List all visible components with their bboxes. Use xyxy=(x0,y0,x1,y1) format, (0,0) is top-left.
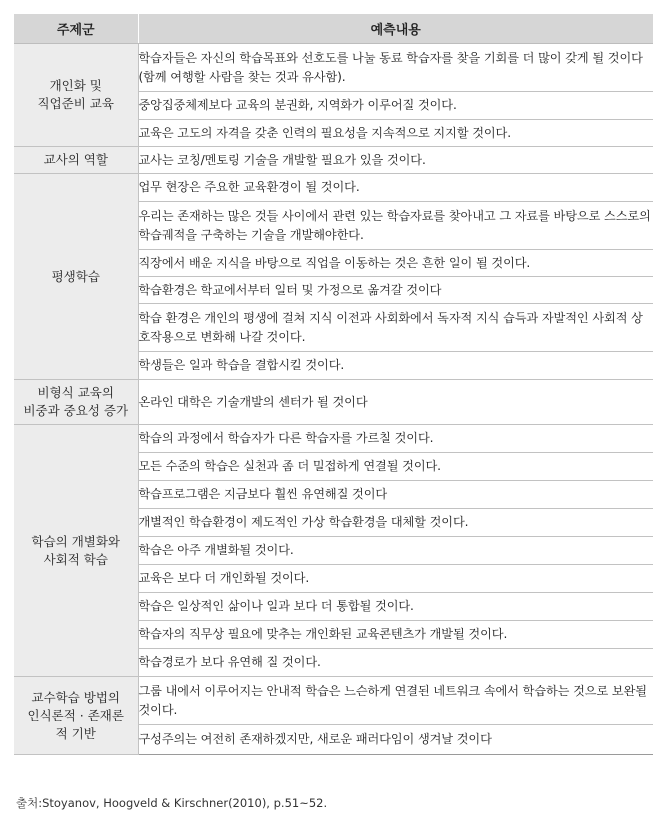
topic-cell: 교사의 역할 xyxy=(14,147,138,174)
prediction-cell: 학습환경은 학교에서부터 일터 및 가정으로 옮겨갈 것이다 xyxy=(138,277,653,304)
header-topic: 주제군 xyxy=(14,14,138,44)
table-row xyxy=(14,44,653,92)
prediction-cell: 학습자의 직무상 필요에 맞추는 개인화된 교육콘텐츠가 개발될 것이다. xyxy=(138,621,653,649)
prediction-cell: 구성주의는 여전히 존재하겠지만, 새로운 패러다임이 생겨날 것이다 xyxy=(138,725,653,755)
prediction-cell: 그룹 내에서 이루어지는 안내적 학습은 느슨하게 연결된 네트워크 속에서 학습하는 것으로 보완될 것이다. xyxy=(138,677,653,725)
topic-cell: 평생학습 xyxy=(14,174,138,380)
prediction-cell: 학습 환경은 개인의 평생에 걸쳐 지식 이전과 사회화에서 독자적 지식 습득과 자발적인 사회적 상호작용으로 변화해 나갈 것이다. xyxy=(138,304,653,352)
prediction-cell: 교육은 보다 더 개인화될 것이다. xyxy=(138,565,653,593)
prediction-cell: 업무 현장은 주요한 교육환경이 될 것이다. xyxy=(138,174,653,202)
table-row xyxy=(14,677,653,725)
prediction-cell: 직장에서 배운 지식을 바탕으로 직업을 이동하는 것은 흔한 일이 될 것이다. xyxy=(138,250,653,277)
topic-cell: 비형식 교육의 비중과 중요성 증가 xyxy=(14,380,138,425)
prediction-table xyxy=(14,14,653,755)
prediction-cell: 교육은 고도의 자격을 갖춘 인력의 필요성을 지속적으로 지지할 것이다. xyxy=(138,120,653,147)
topic-cell: 개인화 및 직업준비 교육 xyxy=(14,44,138,147)
source-citation: 출처:Stoyanov, Hoogveld & Kirschner(2010), p.51~52. xyxy=(16,796,328,810)
prediction-cell: 모든 수준의 학습은 실천과 좀 더 밀접하게 연결될 것이다. xyxy=(138,453,653,481)
prediction-cell: 온라인 대학은 기술개발의 센터가 될 것이다 xyxy=(138,380,653,425)
prediction-cell: 학습은 아주 개별화될 것이다. xyxy=(138,537,653,565)
table-row xyxy=(14,425,653,453)
prediction-cell: 학습의 과정에서 학습자가 다른 학습자를 가르칠 것이다. xyxy=(138,425,653,453)
header-prediction: 예측내용 xyxy=(138,14,653,44)
prediction-cell: 학습경로가 보다 유연해 질 것이다. xyxy=(138,649,653,677)
prediction-cell: 개별적인 학습환경이 제도적인 가상 학습환경을 대체할 것이다. xyxy=(138,509,653,537)
prediction-cell: 우리는 존재하는 많은 것들 사이에서 관련 있는 학습자료를 찾아내고 그 자료를 바탕으로 스스로의 학습궤적을 구축하는 기술을 개발해야한다. xyxy=(138,202,653,250)
prediction-cell: 학습은 일상적인 삶이나 일과 보다 더 통합될 것이다. xyxy=(138,593,653,621)
topic-cell: 학습의 개별화와 사회적 학습 xyxy=(14,425,138,677)
table-row xyxy=(14,380,653,425)
prediction-cell: 학습자들은 자신의 학습목표와 선호도를 나눌 동료 학습자를 찾을 기회를 더 많이 갖게 될 것이다(함께 여행할 사람을 찾는 것과 유사함). xyxy=(138,44,653,92)
table-row xyxy=(14,147,653,174)
table-row xyxy=(14,174,653,202)
header-row xyxy=(14,14,653,44)
prediction-cell: 중앙집중체제보다 교육의 분권화, 지역화가 이루어질 것이다. xyxy=(138,92,653,120)
prediction-cell: 학생들은 일과 학습을 결합시킬 것이다. xyxy=(138,352,653,380)
prediction-cell: 학습프로그램은 지금보다 훨씬 유연해질 것이다 xyxy=(138,481,653,509)
prediction-cell: 교사는 코칭/멘토링 기술을 개발할 필요가 있을 것이다. xyxy=(138,147,653,174)
topic-cell: 교수학습 방법의 인식론적 · 존재론 적 기반 xyxy=(14,677,138,755)
